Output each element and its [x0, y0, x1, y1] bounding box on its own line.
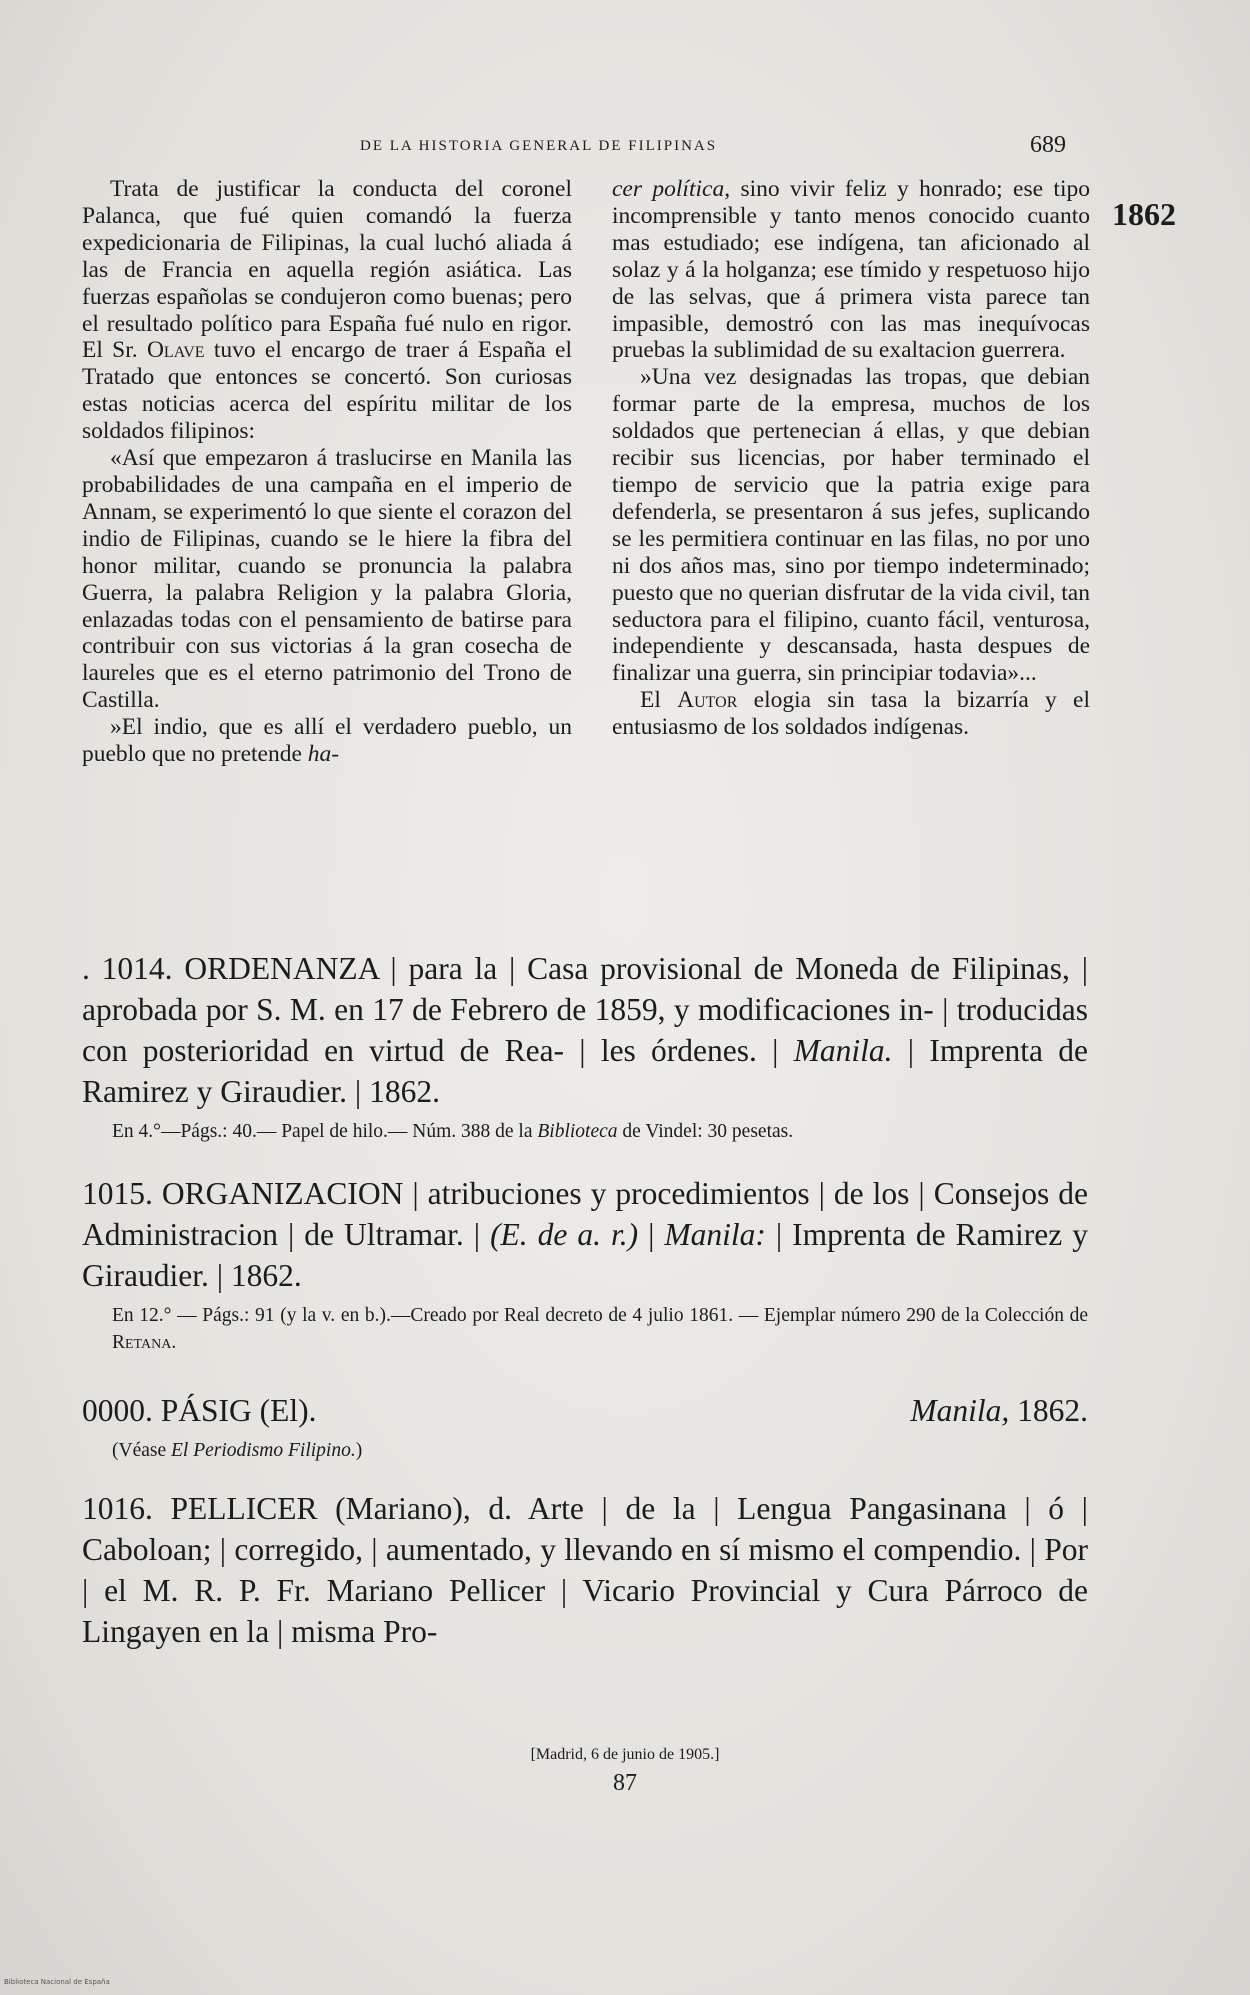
right-paragraph-3: El Autor elogia sin tasa la bizarría y el entusiasmo de los soldados indígenas. — [612, 687, 1090, 741]
signature-mark: 87 — [613, 1770, 637, 1796]
entry-0000-title: 0000. PÁSIG (El). Manila, 1862. — [82, 1393, 1088, 1428]
left-paragraph-3: »El indio, que es allí el verdadero pueblo, un pueblo que no pretende ha- — [82, 714, 572, 768]
running-title: DE LA HISTORIA GENERAL DE FILIPINAS — [360, 138, 718, 154]
left-column — [82, 176, 572, 768]
entry-0000 — [82, 1390, 1088, 1464]
print-date: [Madrid, 6 de junio de 1905.] — [530, 1746, 720, 1763]
author-name-olave: Olave — [146, 337, 205, 364]
entry-1014 — [82, 948, 1088, 1145]
right-column — [612, 176, 1090, 741]
entry-1015-note: En 12.° — Págs.: 91 (y la v. en b.).—Creado por Real decreto de 4 julio 1861. — Ejemplar número 290 de la Colección de Retana. — [112, 1305, 1088, 1353]
page-number: 689 — [1030, 132, 1066, 158]
entry-1014-note: En 4.°—Págs.: 40.— Papel de hilo.— Núm. 388 de la Biblioteca de Vindel: 30 pesetas. — [112, 1121, 794, 1142]
entry-1016 — [82, 1488, 1088, 1652]
author-word: Autor — [677, 687, 738, 714]
bibliography-entries — [82, 948, 1088, 1652]
author-name-retana: Retana — [112, 1332, 172, 1353]
entry-1015-title: 1015. ORGANIZACION | atribuciones y procedimientos | de los | Consejos de Administracion | de Ultramar. | (E. de a. r.) | Manila: | Imprenta de Ramirez y Giraudier. | 1862. — [82, 1176, 1088, 1293]
entry-1016-title: 1016. PELLICER (Mariano), d. Arte | de la | Lengua Pangasinana | ó | Caboloan; | corregido, | aumentado, y llevando en sí mismo el compendio. | Por | el M. R. P. Fr. Mariano Pellicer | Vicario Provincial y Cura Párroco de Lingayen en la | misma Pro- — [82, 1491, 1088, 1649]
entry-1015 — [82, 1173, 1088, 1356]
entry-1014-title: . 1014. ORDENANZA | para la | Casa provisional de Moneda de Filipinas, | aprobada por S. M. en 17 de Febrero de 1859, y modificaciones in- | troducidas con posterioridad en virtud de Rea- | les órdenes. | Manila. | Imprenta de Ramirez y Giraudier. | 1862. — [82, 951, 1089, 1109]
scan-stamp: Biblioteca Nacional de España — [4, 1978, 110, 1986]
right-paragraph-1: cer política, sino vivir feliz y honrado; ese tipo incomprensible y tanto menos conocido cuanto mas estudiado; ese indígena, tan aficionado al solaz y á la holganza; ese tímido y respetuoso hijo de las selvas, que á primera vista parece tan impasible, demostró con las mas inequívocas pruebas la sublimidad de su exaltacion guerrera. — [612, 176, 1090, 364]
right-paragraph-2: »Una vez designadas las tropas, que debian formar parte de la empresa, muchos de los soldados que pertenecian á ellas, y que debian recibir sus licencias, por haber terminado el tiempo de servicio que la patria exige para defenderla, se presentaron á sus jefes, suplicando se les permitiera continuar en las filas, no por uno ni dos años mas, sino por tiempo indeterminado; puesto que no querian disfrutar de la vida civil, tan seductora para el filipino, cuanto fácil, venturosa, independiente y descansada, hasta despues de finalizar una guerra, sin principiar todavia»... — [612, 364, 1090, 687]
entry-0000-see-also: (Véase El Periodismo Filipino.) — [112, 1440, 363, 1461]
two-column-text — [82, 176, 1090, 928]
left-paragraph-2: «Así que empezaron á traslucirse en Manila las probabilidades de una campaña en el imperio de Annam, se experimentó lo que siente el corazon del indio de Filipinas, cuando se le hiere la fibra del honor militar, cuando se pronuncia la palabra Guerra, la palabra Religion y la palabra Gloria, enlazadas todas con el pensamiento de batirse para contribuir con sus victorias á la gran cosecha de laureles que es el eterno patrimonio del Trono de Castilla. — [82, 445, 572, 714]
year-marker: 1862 — [1112, 196, 1176, 232]
left-paragraph-1: Trata de justificar la conducta del coronel Palanca, que fué quien comandó la fuerza expedicionaria de Filipinas, la cual luchó aliada á las de Francia en aquella región asiática. Las fuerzas españolas se condujeron como buenas; pero el resultado político para España fué nulo en rigor. El Sr. Olave tuvo el encargo de traer á España el Tratado que entonces se concertó. Son curiosas estas noticias acerca del espíritu militar de los soldados filipinos: — [82, 176, 573, 445]
